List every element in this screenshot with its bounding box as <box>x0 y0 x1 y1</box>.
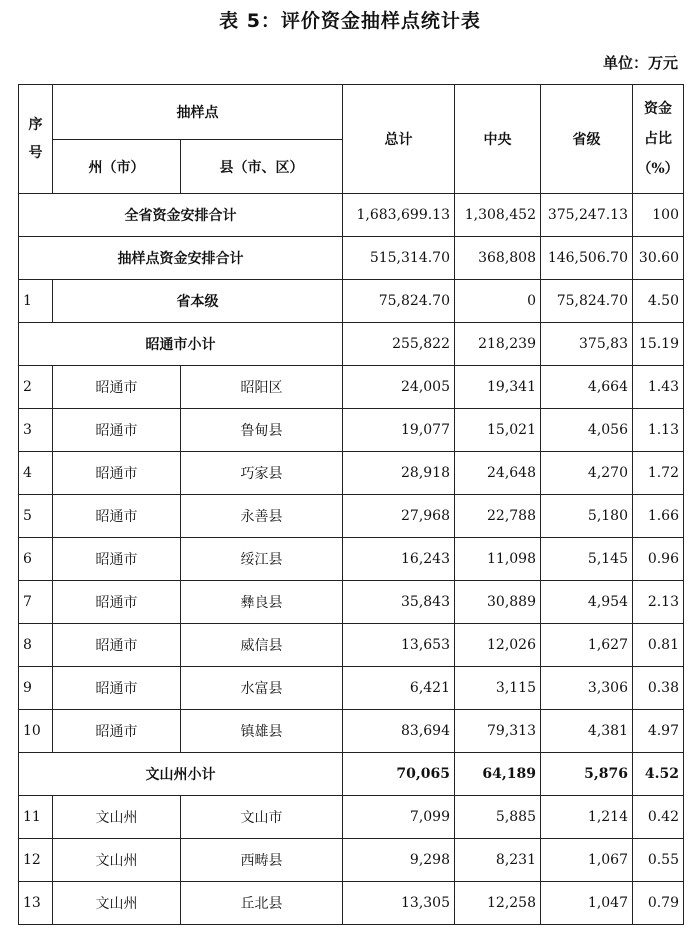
cell-provincial: 5,180 <box>541 495 633 538</box>
header-county: 县（市、区） <box>181 140 343 194</box>
cell-central: 15,021 <box>455 409 541 452</box>
cell-central: 79,313 <box>455 710 541 753</box>
row-label: 文山州小计 <box>19 753 343 796</box>
cell-provincial: 5,145 <box>541 538 633 581</box>
cell-provincial: 146,506.70 <box>541 237 633 280</box>
cell-county: 永善县 <box>181 495 343 538</box>
cell-provincial: 1,214 <box>541 796 633 839</box>
table-row <box>19 882 684 925</box>
cell-prefecture: 文山州 <box>53 839 181 882</box>
cell-prefecture: 昭通市 <box>53 624 181 667</box>
table-row <box>19 366 684 409</box>
cell-seq: 12 <box>19 839 53 882</box>
cell-prefecture: 昭通市 <box>53 667 181 710</box>
cell-county: 镇雄县 <box>181 710 343 753</box>
cell-share: 1.72 <box>633 452 684 495</box>
row-label: 省本级 <box>53 280 343 323</box>
unit-label: 单位：万元 <box>602 54 678 72</box>
cell-provincial: 1,627 <box>541 624 633 667</box>
cell-total: 1,683,699.13 <box>343 194 455 237</box>
table-row <box>19 839 684 882</box>
table-row <box>19 796 684 839</box>
cell-seq: 4 <box>19 452 53 495</box>
cell-seq: 7 <box>19 581 53 624</box>
cell-share: 0.96 <box>633 538 684 581</box>
header-share <box>633 85 684 194</box>
cell-seq: 6 <box>19 538 53 581</box>
table-row <box>19 624 684 667</box>
table-row <box>19 538 684 581</box>
cell-share: 0.81 <box>633 624 684 667</box>
cell-county: 鲁甸县 <box>181 409 343 452</box>
cell-prefecture: 昭通市 <box>53 581 181 624</box>
header-seq: 序号 <box>19 85 53 194</box>
table-row <box>19 409 684 452</box>
cell-share: 0.42 <box>633 796 684 839</box>
cell-prefecture: 昭通市 <box>53 366 181 409</box>
cell-total: 75,824.70 <box>343 280 455 323</box>
cell-share: 15.19 <box>633 323 684 366</box>
sampling-funds-table <box>18 84 684 925</box>
cell-share: 1.13 <box>633 409 684 452</box>
row-label: 抽样点资金安排合计 <box>19 237 343 280</box>
row-label: 昭通市小计 <box>19 323 343 366</box>
cell-central: 19,341 <box>455 366 541 409</box>
cell-provincial: 3,306 <box>541 667 633 710</box>
table-row <box>19 667 684 710</box>
cell-central: 24,648 <box>455 452 541 495</box>
table-row-wenshan-subtotal <box>19 753 684 796</box>
cell-provincial: 4,954 <box>541 581 633 624</box>
cell-central: 12,026 <box>455 624 541 667</box>
cell-central: 368,808 <box>455 237 541 280</box>
cell-provincial: 1,067 <box>541 839 633 882</box>
table-row-zhaotong-subtotal <box>19 323 684 366</box>
cell-county: 丘北县 <box>181 882 343 925</box>
cell-prefecture: 昭通市 <box>53 710 181 753</box>
cell-total: 70,065 <box>343 753 455 796</box>
cell-share: 4.50 <box>633 280 684 323</box>
cell-prefecture: 文山州 <box>53 882 181 925</box>
cell-seq: 3 <box>19 409 53 452</box>
cell-central: 5,885 <box>455 796 541 839</box>
cell-provincial: 5,876 <box>541 753 633 796</box>
cell-provincial: 4,270 <box>541 452 633 495</box>
cell-share: 0.79 <box>633 882 684 925</box>
cell-total: 515,314.70 <box>343 237 455 280</box>
cell-prefecture: 昭通市 <box>53 538 181 581</box>
cell-seq: 11 <box>19 796 53 839</box>
cell-county: 绥江县 <box>181 538 343 581</box>
cell-seq: 9 <box>19 667 53 710</box>
cell-county: 文山市 <box>181 796 343 839</box>
cell-total: 7,099 <box>343 796 455 839</box>
cell-total: 24,005 <box>343 366 455 409</box>
cell-central: 11,098 <box>455 538 541 581</box>
cell-share: 0.38 <box>633 667 684 710</box>
cell-total: 13,305 <box>343 882 455 925</box>
cell-county: 昭阳区 <box>181 366 343 409</box>
cell-prefecture: 文山州 <box>53 796 181 839</box>
cell-county: 水富县 <box>181 667 343 710</box>
header-central: 中央 <box>455 85 541 194</box>
cell-central: 1,308,452 <box>455 194 541 237</box>
cell-total: 16,243 <box>343 538 455 581</box>
header-share-line2: 占比 <box>644 131 672 147</box>
cell-total: 6,421 <box>343 667 455 710</box>
cell-total: 28,918 <box>343 452 455 495</box>
table-row <box>19 710 684 753</box>
cell-central: 12,258 <box>455 882 541 925</box>
cell-total: 27,968 <box>343 495 455 538</box>
cell-central: 0 <box>455 280 541 323</box>
cell-seq: 13 <box>19 882 53 925</box>
cell-county: 巧家县 <box>181 452 343 495</box>
cell-seq: 1 <box>19 280 53 323</box>
cell-central: 218,239 <box>455 323 541 366</box>
cell-seq: 5 <box>19 495 53 538</box>
cell-seq: 8 <box>19 624 53 667</box>
cell-prefecture: 昭通市 <box>53 452 181 495</box>
table-row <box>19 581 684 624</box>
cell-prefecture: 昭通市 <box>53 409 181 452</box>
cell-provincial: 75,824.70 <box>541 280 633 323</box>
cell-share: 0.55 <box>633 839 684 882</box>
cell-total: 83,694 <box>343 710 455 753</box>
cell-prefecture: 昭通市 <box>53 495 181 538</box>
header-share-line3: （%） <box>637 161 679 177</box>
cell-seq: 2 <box>19 366 53 409</box>
cell-share: 1.66 <box>633 495 684 538</box>
header-provincial: 省级 <box>541 85 633 194</box>
header-prefecture: 州（市） <box>53 140 181 194</box>
cell-provincial: 4,381 <box>541 710 633 753</box>
cell-central: 22,788 <box>455 495 541 538</box>
table-row-province-total <box>19 194 684 237</box>
cell-central: 3,115 <box>455 667 541 710</box>
cell-provincial: 375,247.13 <box>541 194 633 237</box>
header-row-1 <box>19 85 684 140</box>
cell-share: 30.60 <box>633 237 684 280</box>
header-share-line1: 资金 <box>644 101 672 117</box>
table-row-sample-total <box>19 237 684 280</box>
header-total: 总计 <box>343 85 455 194</box>
cell-provincial: 4,664 <box>541 366 633 409</box>
cell-central: 8,231 <box>455 839 541 882</box>
cell-county: 彝良县 <box>181 581 343 624</box>
cell-total: 255,822 <box>343 323 455 366</box>
cell-provincial: 375,83 <box>541 323 633 366</box>
cell-central: 64,189 <box>455 753 541 796</box>
table-title: 表 5：评价资金抽样点统计表 <box>219 10 481 32</box>
row-label: 全省资金安排合计 <box>19 194 343 237</box>
cell-central: 30,889 <box>455 581 541 624</box>
cell-share: 100 <box>633 194 684 237</box>
cell-total: 35,843 <box>343 581 455 624</box>
cell-share: 4.97 <box>633 710 684 753</box>
cell-county: 西畴县 <box>181 839 343 882</box>
table-row <box>19 495 684 538</box>
table-row-provincial-level <box>19 280 684 323</box>
cell-share: 2.13 <box>633 581 684 624</box>
table-row <box>19 452 684 495</box>
cell-provincial: 1,047 <box>541 882 633 925</box>
cell-provincial: 4,056 <box>541 409 633 452</box>
cell-total: 13,653 <box>343 624 455 667</box>
cell-total: 19,077 <box>343 409 455 452</box>
cell-seq: 10 <box>19 710 53 753</box>
cell-share: 1.43 <box>633 366 684 409</box>
cell-total: 9,298 <box>343 839 455 882</box>
header-sample-point: 抽样点 <box>53 85 343 140</box>
cell-county: 威信县 <box>181 624 343 667</box>
cell-share: 4.52 <box>633 753 684 796</box>
